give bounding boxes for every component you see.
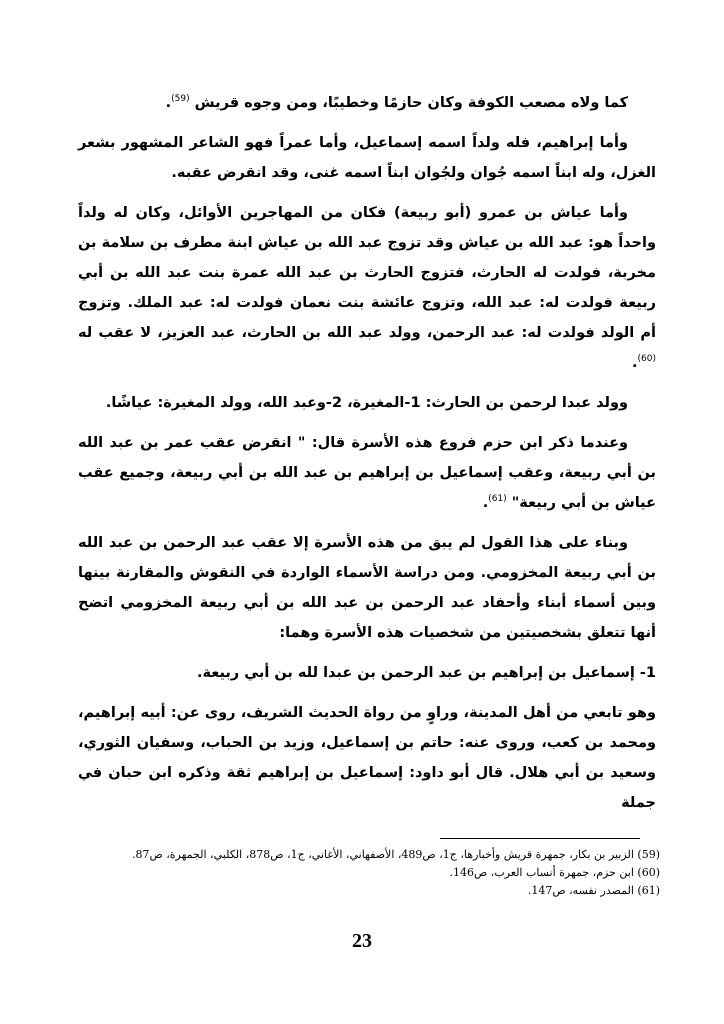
footnote-mark: (61) [637, 884, 660, 897]
footnote-text: ابن حزم، جمهرة أنساب العرب، ص146. [449, 866, 634, 879]
footnote-ref-60: (60) [637, 354, 656, 365]
footnote-ref-59: (59) [171, 94, 190, 105]
paragraph-text: وأما إبراهيم، فله ولداً اسمه إسماعيل، وأما عمراً فهو الشاعر المشهور بشعر الغزل، وله ابناً اسمه جُوان ولجُوان ابناً اسمه غنى، وقد انقرض عقبه. [78, 135, 656, 181]
paragraph-8 [78, 698, 656, 818]
footnote-60 [78, 864, 660, 882]
footnote-59 [78, 846, 660, 864]
paragraph-text: وأما عياش بن عمرو (أبو ربيعة) فكان من المهاجرين الأوائل، وكان له ولداً واحداً هو: عبد الله بن عياش وقد تزوج عبد الله بن عياش ابنة مطرف بن سلامة بن مخربة، فولدت له الحارث، فتزوج الحارث بن عبد الله عمرة بنت عبد الله بن أبي ربيعة فولدت له: عبد الله، وتزوج عائشة بنت نعمان فولدت له: عبد الملك. وتزوج أم الولد فولدت له: عبد الرحمن، وولد عبد الله بن الحارث، عبد العزيز، لا عقب له [78, 205, 656, 341]
footnote-text: الزبير بن بكار، جمهرة قريش وأخبارها، ج1، ص489، الأصفهاني، الأغاني، ج1، ص878، الكلبي، الجمهرة، ص87. [131, 848, 634, 861]
footnote-mark: (59) [637, 848, 660, 861]
main-text [78, 88, 656, 828]
footnote-text: المصدر نفسه، ص147. [527, 884, 634, 897]
paragraph-text: وهو تابعي من أهل المدينة، وراوٍ من رواة الحديث الشريف، روى عن: أبيه إبراهيم، ومحمد بن كعب، وروى عنه: حاتم بن إسماعيل، وزيد بن الحباب، وسفيان الثوري، وسعيد بن أبي هلال. قال أبو داود: إسماعيل بن إبراهيم ثقة وذكره ابن حبان في جملة [78, 705, 656, 811]
paragraph-5 [78, 428, 656, 518]
paragraph-1 [78, 88, 656, 118]
paragraph-text: وولد عبدا لرحمن بن الحارث: 1-المغيرة، 2-وعبد الله، وولد المغيرة: عياشًا. [105, 395, 628, 411]
paragraph-end: . [165, 95, 172, 111]
footnote-61 [78, 882, 660, 900]
numbered-heading-1 [78, 658, 656, 688]
footnote-separator [440, 838, 640, 839]
page-number: 23 [352, 930, 372, 952]
paragraph-end: . [482, 495, 489, 511]
paragraph-2 [78, 128, 656, 188]
paragraph-text: وبناء على هذا القول لم يبق من هذه الأسرة إلا عقب عبد الرحمن بن عبد الله بن أبي ربيعة المخزومي. ومن دراسة الأسماء الواردة في النقوش والمقارنة بينها وبين أسماء أبناء وأحفاد عبد الرحمن بن عبد الله بن أبي ربيعة المخزومي اتضح أنها تتعلق بشخصيتين من شخصيات هذه الأسرة وهما: [78, 535, 656, 641]
paragraph-3 [78, 198, 656, 378]
footnotes [78, 846, 660, 900]
paragraph-4 [78, 388, 656, 418]
paragraph-end: . [632, 355, 638, 371]
paragraph-text: كما ولاه مصعب الكوفة وكان حازمًا وخطيبًا، ومن وجوه قريش [194, 95, 628, 111]
footnote-ref-61: (61) [488, 494, 507, 505]
paragraph-text: 1- إسماعيل بن إبراهيم بن عبد الرحمن بن عبدا لله بن أبي ربيعة. [196, 665, 656, 681]
paragraph-6 [78, 528, 656, 648]
paragraph-text: وعندما ذكر ابن حزم فروع هذه الأسرة قال: " انقرض عقب عمر بن عبد الله بن أبي ربيعة، وعقب إسماعيل بن إبراهيم بن عبد الله بن أبي ربيعة، وجميع عقب عياش بن أبي ربيعة" [78, 435, 656, 511]
footnote-mark: (60) [637, 866, 660, 879]
